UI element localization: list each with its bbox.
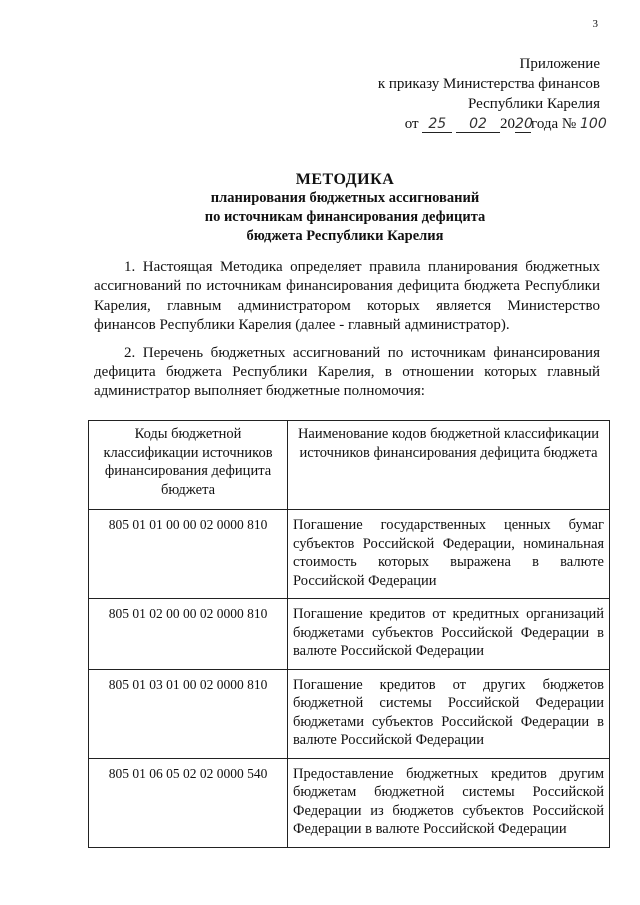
date-day: 25 [422,116,452,133]
table-row [89,599,610,670]
year-word: года № [531,116,577,132]
row-name: Погашение кредитов от других бюджетов бюджетной системы Российской Федерации бюджетами субъектов Российской Федерации в валюте Российской Федерации [288,669,610,758]
page-number: 3 [592,18,598,30]
appendix-region: Республики Карелия [467,96,600,112]
title-line-4: бюджета Республики Карелия [246,228,444,244]
year-suffix: 20 [515,116,533,132]
table-row [89,669,610,758]
date-month: 02 [456,116,500,133]
appendix-order-ref: к приказу Министерства финансов [377,76,600,92]
appendix-header [280,54,607,134]
date-prefix: от [404,116,419,132]
order-number: 100 [580,116,607,132]
title-line-2: планирования бюджетных ассигнований [210,190,480,206]
row-code: 805 01 02 00 00 02 0000 810 [89,599,288,670]
appendix-date-line [280,114,607,134]
row-name: Погашение кредитов от кредитных организаций бюджетами субъектов Российской Федерации в валюте Российской Федерации [288,599,610,670]
document-body [94,258,600,410]
row-name: Погашение государственных ценных бумаг субъектов Российской Федерации, номинальная стоимость которых выражена в валюте Российской Федерации [288,510,610,599]
header-codes: Коды бюджетной классификации источников финансирования дефицита бюджета [89,421,288,510]
paragraph-2: 2. Перечень бюджетных ассигнований по источникам финансирования дефицита бюджета Республики Карелия, в отношении которых главный администратор выполняет бюджетные полномочия: [94,344,600,400]
row-name: Предоставление бюджетных кредитов другим бюджетам бюджетной системы Российской Федерации из бюджетов субъектов Российской Федерации в валюте Российской Федерации [288,758,610,847]
title-main: МЕТОДИКА [295,171,395,188]
year-prefix: 20 [500,116,516,132]
paragraph-1: 1. Настоящая Методика определяет правила планирования бюджетных ассигнований по источникам финансирования дефицита бюджета Республики Карелия, главным администратором которых является Министерство финансов Республики Карелия (далее - главный администратор). [94,259,600,334]
row-code: 805 01 01 00 00 02 0000 810 [89,510,288,599]
budget-codes-table [88,420,610,848]
row-code: 805 01 06 05 02 02 0000 540 [89,758,288,847]
row-code: 805 01 03 01 00 02 0000 810 [89,669,288,758]
appendix-label: Приложение [519,56,600,72]
title-line-3: по источникам финансирования дефицита [204,209,486,225]
table-header-row [89,421,610,510]
table-row [89,510,610,599]
table-row [89,758,610,847]
header-names: Наименование кодов бюджетной классификации источников финансирования дефицита бюджета [288,421,610,510]
document-title [90,170,600,246]
